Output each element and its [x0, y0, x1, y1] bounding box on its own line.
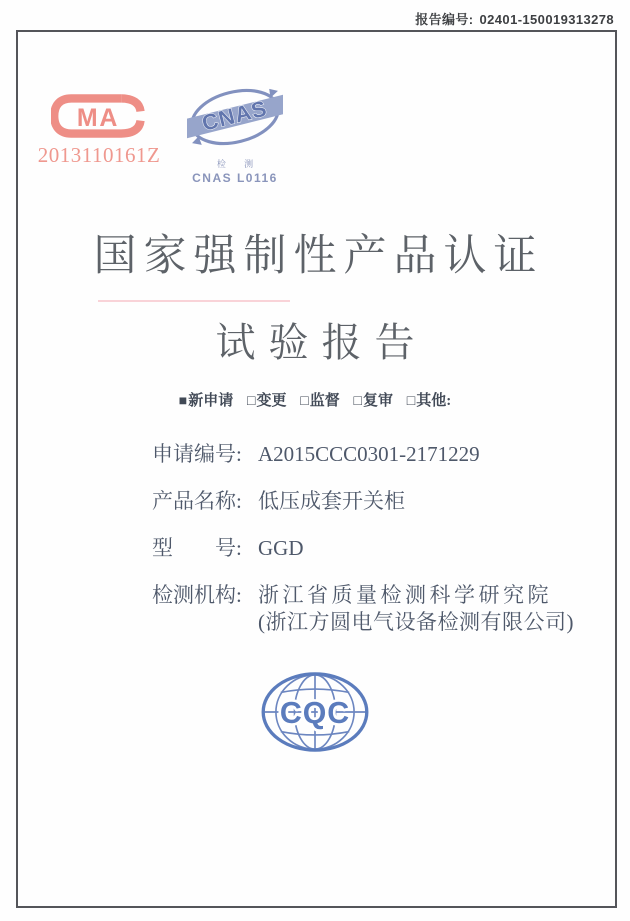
field-label: 型 号: — [152, 536, 242, 560]
cqc-letters: CQC — [279, 696, 351, 730]
field-value-line2: (浙江方圆电气设备检测有限公司) — [258, 610, 574, 634]
checkbox-empty-icon: □ — [247, 394, 256, 409]
apptype-option-review — [354, 393, 393, 409]
apptype-label: 监督 — [309, 393, 340, 409]
report-number-value: 02401-150019313278 — [479, 12, 614, 27]
checkbox-empty-icon: □ — [300, 394, 309, 409]
apptype-label: 复审 — [362, 393, 393, 409]
apptype-label: 其他: — [416, 393, 452, 409]
checkbox-empty-icon: □ — [406, 394, 416, 409]
cnas-letters: CNAS — [199, 95, 270, 136]
field-label: 申请编号: — [152, 442, 242, 466]
application-type-row — [0, 389, 630, 410]
cma-mark — [36, 92, 162, 168]
field-model — [152, 535, 582, 561]
field-value: 低压成套开关柜 — [258, 489, 405, 513]
cnas-logo-icon — [187, 80, 283, 156]
field-product-name — [152, 488, 582, 514]
cma-accreditation-number: 2013110161Z — [37, 143, 161, 167]
cqc-logo-icon — [260, 669, 370, 755]
cnas-caption: 检 测 — [216, 159, 262, 169]
apptype-option-other — [407, 393, 451, 409]
apptype-option-new — [179, 393, 233, 409]
field-label: 产品名称: — [152, 489, 242, 513]
cqc-mark — [260, 669, 370, 760]
checkbox-checked-icon: ■ — [178, 394, 188, 409]
apptype-label: 变更 — [256, 393, 287, 409]
cnas-code: CNAS L0116 — [192, 171, 278, 185]
report-number-label: 报告编号: — [415, 12, 474, 27]
field-value: A2015CCC0301-2171229 — [258, 442, 480, 466]
apptype-option-change — [247, 393, 286, 409]
field-application-no — [152, 441, 582, 467]
field-test-org — [152, 582, 582, 635]
field-label: 检测机构: — [152, 583, 242, 607]
page-subtitle: 试验报告 — [215, 320, 428, 365]
cma-letters: MA — [76, 104, 120, 133]
fields-block — [152, 441, 582, 635]
report-number — [415, 9, 614, 28]
apptype-label: 新申请 — [188, 393, 234, 409]
cnas-mark — [180, 80, 290, 185]
checkbox-empty-icon: □ — [353, 394, 362, 409]
page-title: 国家强制性产品认证 — [93, 233, 544, 280]
field-value-group — [258, 582, 574, 635]
apptype-option-supervision — [300, 393, 339, 409]
scan-artifact-line — [98, 300, 290, 302]
field-value: GGD — [258, 536, 304, 560]
cma-logo-icon — [51, 92, 147, 140]
field-value: 浙江省质量检测科学研究院 — [258, 583, 552, 607]
